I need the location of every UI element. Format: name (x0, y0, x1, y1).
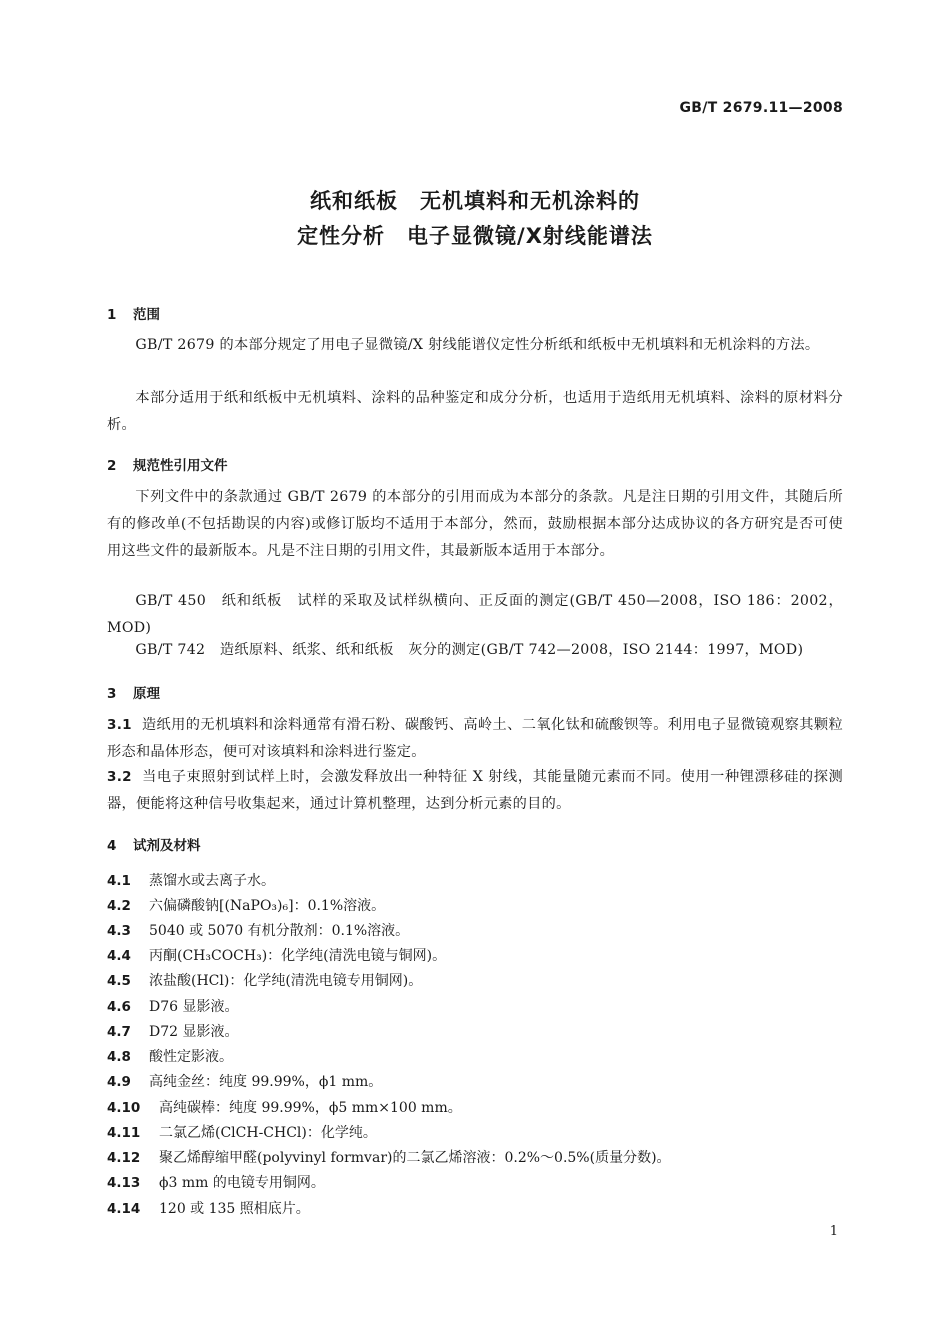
standard-code: GB/T 2679.11—2008 (679, 100, 843, 116)
item-number: 4.13 (107, 1175, 141, 1191)
item-text: D72 显影液。 (149, 1024, 239, 1040)
item-number: 4.10 (107, 1100, 141, 1116)
item-text: D76 显影液。 (149, 999, 239, 1015)
section-1-paragraph-2: 本部分适用于纸和纸板中无机填料、涂料的品种鉴定和成分分析，也适用于造纸用无机填料、涂料的原材料分析。 (107, 390, 843, 433)
item-text: 浓盐酸(HCl)：化学纯(清洗电镜专用铜网)。 (149, 973, 423, 989)
reagent-item (107, 945, 843, 965)
item-number: 4.9 (107, 1074, 131, 1090)
section-number: 2 (107, 458, 117, 474)
clause-number: 3.2 (107, 769, 132, 785)
section-3-1-paragraph (107, 712, 843, 766)
item-number: 4.14 (107, 1201, 141, 1217)
section-number: 3 (107, 686, 117, 702)
document-title-line-1: 纸和纸板 无机填料和无机涂料的 (310, 189, 640, 213)
reagent-item (107, 1097, 843, 1117)
section-3-heading (107, 682, 160, 702)
item-number: 4.12 (107, 1150, 141, 1166)
item-number: 4.2 (107, 898, 131, 914)
reagent-item (107, 1198, 843, 1218)
item-number: 4.8 (107, 1049, 131, 1065)
reagent-item (107, 1046, 843, 1066)
document-title-line-2: 定性分析 电子显微镜/X射线能谱法 (297, 224, 653, 248)
reagent-item (107, 1021, 843, 1041)
item-number: 4.1 (107, 873, 131, 889)
normative-reference-1: GB/T 450 纸和纸板 试样的采取及试样纵横向、正反面的测定(GB/T 450—2008，ISO 186：2002，MOD) (107, 593, 843, 636)
reagent-item (107, 1147, 843, 1167)
reagent-item (107, 996, 843, 1016)
reagent-item (107, 1122, 843, 1142)
page-number: 1 (829, 1224, 838, 1239)
item-text: ϕ3 mm 的电镜专用铜网。 (159, 1175, 325, 1191)
section-1-heading (107, 303, 160, 323)
section-2-paragraph-1: 下列文件中的条款通过 GB/T 2679 的本部分的引用而成为本部分的条款。凡是注日期的引用文件，其随后所有的修改单(不包括勘误的内容)或修订版均不适用于本部分，然而，鼓励根据本部分达成协议的各方研究是否可使用这些文件的最新版本。凡是不注日期的引用文件，其最新版本适用于本部分。 (107, 489, 843, 559)
item-text: 蒸馏水或去离子水。 (149, 873, 275, 889)
item-text: 高纯碳棒：纯度 99.99%，ϕ5 mm×100 mm。 (159, 1100, 462, 1116)
item-text: 120 或 135 照相底片。 (159, 1201, 310, 1217)
section-number: 1 (107, 307, 117, 323)
item-number: 4.7 (107, 1024, 131, 1040)
item-text: 高纯金丝：纯度 99.99%，ϕ1 mm。 (149, 1074, 383, 1090)
section-1-paragraph-1: GB/T 2679 的本部分规定了用电子显微镜/X 射线能谱仪定性分析纸和纸板中无机填料和无机涂料的方法。 (135, 337, 820, 353)
section-3-2-paragraph (107, 764, 843, 818)
reagent-item (107, 1172, 843, 1192)
reagent-item (107, 870, 843, 890)
item-text: 丙酮(CH₃COCH₃)：化学纯(清洗电镜与铜网)。 (149, 948, 447, 964)
normative-reference-2: GB/T 742 造纸原料、纸浆、纸和纸板 灰分的测定(GB/T 742—2008，ISO 2144：1997，MOD) (135, 642, 804, 658)
clause-text: 造纸用的无机填料和涂料通常有滑石粉、碳酸钙、高岭土、二氧化钛和硫酸钡等。利用电子显微镜观察其颗粒形态和晶体形态，便可对该填料和涂料进行鉴定。 (107, 717, 843, 760)
reagent-item (107, 920, 843, 940)
section-title: 试剂及材料 (133, 838, 201, 854)
section-2-heading (107, 454, 228, 474)
reagent-item (107, 1071, 843, 1091)
clause-text: 当电子束照射到试样上时，会激发释放出一种特征 X 射线，其能量随元素而不同。使用一种锂漂移硅的探测器，便能将这种信号收集起来，通过计算机整理，达到分析元素的目的。 (107, 769, 843, 812)
item-text: 聚乙烯醇缩甲醛(polyvinyl formvar)的二氯乙烯溶液：0.2%～0.5%(质量分数)。 (159, 1150, 671, 1166)
item-text: 二氯乙烯(ClCH-CHCl)：化学纯。 (159, 1125, 377, 1141)
section-title: 范围 (133, 307, 160, 323)
item-number: 4.4 (107, 948, 131, 964)
item-number: 4.6 (107, 999, 131, 1015)
clause-number: 3.1 (107, 717, 132, 733)
item-text: 酸性定影液。 (149, 1049, 233, 1065)
item-number: 4.11 (107, 1125, 141, 1141)
section-title: 原理 (133, 686, 160, 702)
item-text: 六偏磷酸钠[(NaPO₃)₆]：0.1%溶液。 (149, 898, 386, 914)
reagent-item (107, 970, 843, 990)
item-number: 4.5 (107, 973, 131, 989)
reagent-item (107, 895, 843, 915)
section-4-heading (107, 834, 201, 854)
section-title: 规范性引用文件 (133, 458, 228, 474)
item-text: 5040 或 5070 有机分散剂：0.1%溶液。 (149, 923, 410, 939)
section-number: 4 (107, 838, 117, 854)
item-number: 4.3 (107, 923, 131, 939)
